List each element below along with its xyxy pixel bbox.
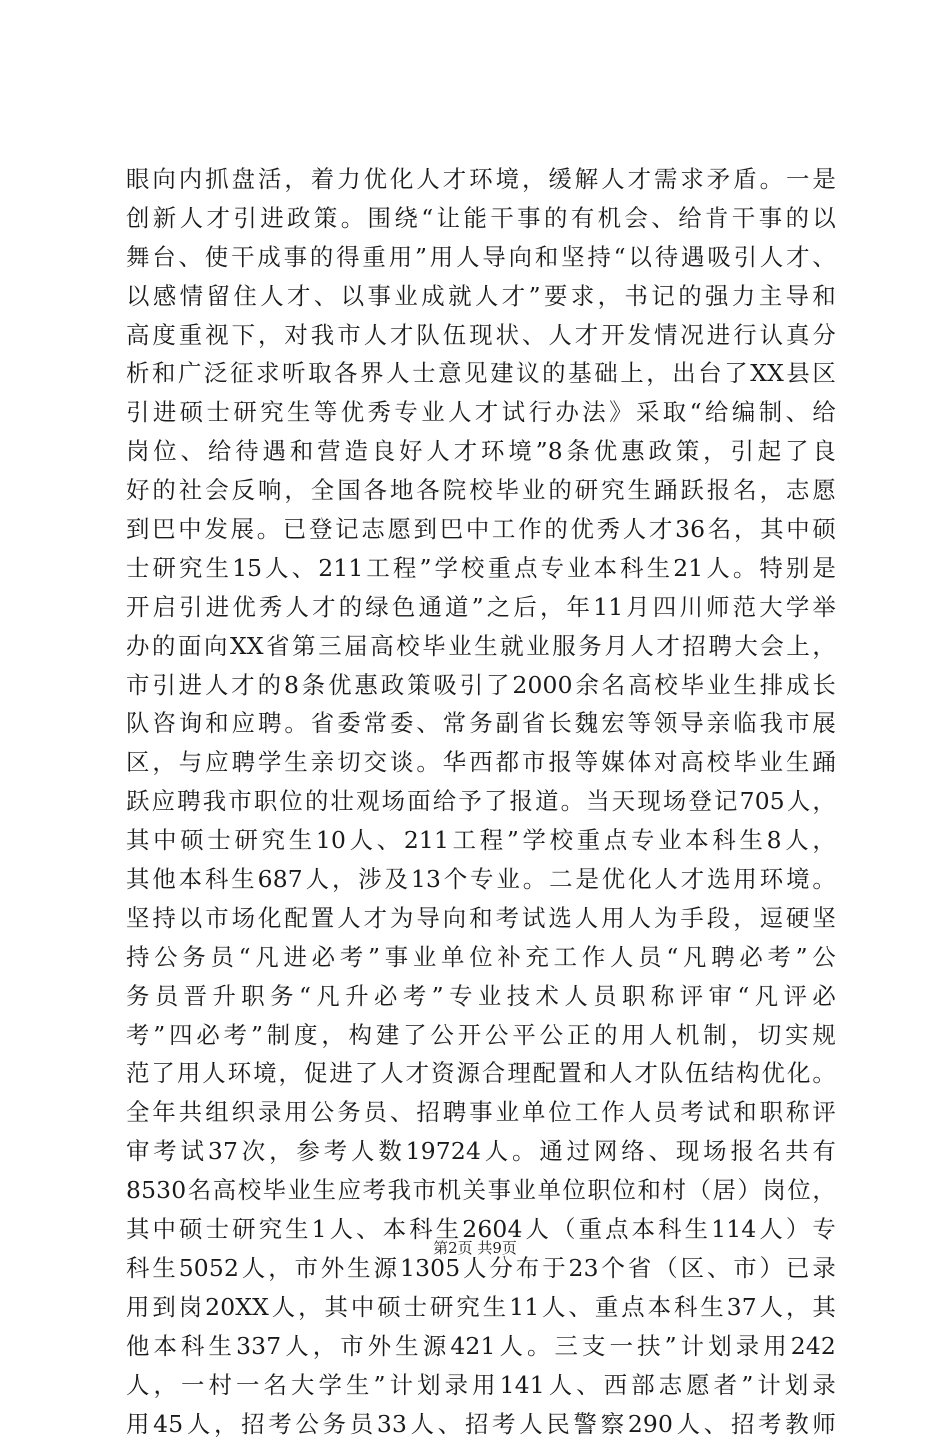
text-line: 审考试37次，参考人数19724人。通过网络、现场报名共有 bbox=[126, 1132, 836, 1171]
text-line: 办的面向XX省第三届高校毕业生就业服务月人才招聘大会上， bbox=[126, 627, 836, 666]
text-line: 引进硕士研究生等优秀专业人才试行办法》采取“给编制、给 bbox=[126, 393, 836, 432]
text-line: 析和广泛征求听取各界人士意见建议的基础上，出台了XX县区 bbox=[126, 354, 836, 393]
text-line: 8530名高校毕业生应考我市机关事业单位职位和村（居）岗位， bbox=[126, 1171, 836, 1210]
text-line: 用45人，招考公务员33人、招考人民警察290人、招考教师 bbox=[126, 1405, 836, 1443]
text-line: 市引进人才的8条优惠政策吸引了2000余名高校毕业生排成长 bbox=[126, 666, 836, 705]
text-line: 人，一村一名大学生”计划录用141人、西部志愿者”计划录 bbox=[126, 1366, 836, 1405]
text-line: 士研究生15人、211工程”学校重点专业本科生21人。特别是 bbox=[126, 549, 836, 588]
text-line: 科生5052人，市外生源1305人分布于23个省（区、市）已录 bbox=[126, 1249, 836, 1288]
text-line: 好的社会反响，全国各地各院校毕业的研究生踊跃报名，志愿 bbox=[126, 471, 836, 510]
text-line: 持公务员“凡进必考”事业单位补充工作人员“凡聘必考”公 bbox=[126, 938, 836, 977]
text-line: 队咨询和应聘。省委常委、常务副省长魏宏等领导亲临我市展 bbox=[126, 704, 836, 743]
text-line: 考”四必考”制度，构建了公开公平公正的用人机制，切实规 bbox=[126, 1016, 836, 1055]
text-line: 以感情留住人才、以事业成就人才”要求，书记的强力主导和 bbox=[126, 277, 836, 316]
text-line: 用到岗20XX人，其中硕士研究生11人、重点本科生37人，其 bbox=[126, 1288, 836, 1327]
text-line: 全年共组织录用公务员、招聘事业单位工作人员考试和职称评 bbox=[126, 1093, 836, 1132]
page-footer bbox=[0, 1238, 950, 1258]
text-line: 其中硕士研究生10人、211工程”学校重点专业本科生8人， bbox=[126, 821, 836, 860]
text-line: 务员晋升职务“凡升必考”专业技术人员职称评审“凡评必 bbox=[126, 977, 836, 1016]
text-line: 高度重视下，对我市人才队伍现状、人才开发情况进行认真分 bbox=[126, 316, 836, 355]
text-line: 岗位、给待遇和营造良好人才环境”8条优惠政策，引起了良 bbox=[126, 432, 836, 471]
text-line: 区，与应聘学生亲切交谈。华西都市报等媒体对高校毕业生踊 bbox=[126, 743, 836, 782]
page-number: 第2页 共9页 bbox=[433, 1239, 517, 1257]
text-line: 其他本科生687人，涉及13个专业。二是优化人才选用环境。 bbox=[126, 860, 836, 899]
text-line: 他本科生337人，市外生源421人。三支一扶”计划录用242 bbox=[126, 1327, 836, 1366]
text-line: 坚持以市场化配置人才为导向和考试选人用人为手段，逗硬坚 bbox=[126, 899, 836, 938]
text-line: 舞台、使干成事的得重用”用人导向和坚持“以待遇吸引人才、 bbox=[126, 238, 836, 277]
text-line: 跃应聘我市职位的壮观场面给予了报道。当天现场登记705人， bbox=[126, 782, 836, 821]
text-line: 其中硕士研究生1人、本科生2604人（重点本科生114人）专 bbox=[126, 1210, 836, 1249]
text-line: 到巴中发展。已登记志愿到巴中工作的优秀人才36名，其中硕 bbox=[126, 510, 836, 549]
text-line: 眼向内抓盘活，着力优化人才环境，缓解人才需求矛盾。一是 bbox=[126, 160, 836, 199]
text-line: 创新人才引进政策。围绕“让能干事的有机会、给肯干事的以 bbox=[126, 199, 836, 238]
text-line: 范了用人环境，促进了人才资源合理配置和人才队伍结构优化。 bbox=[126, 1054, 836, 1093]
text-line: 开启引进优秀人才的绿色通道”之后，年11月四川师范大学举 bbox=[126, 588, 836, 627]
